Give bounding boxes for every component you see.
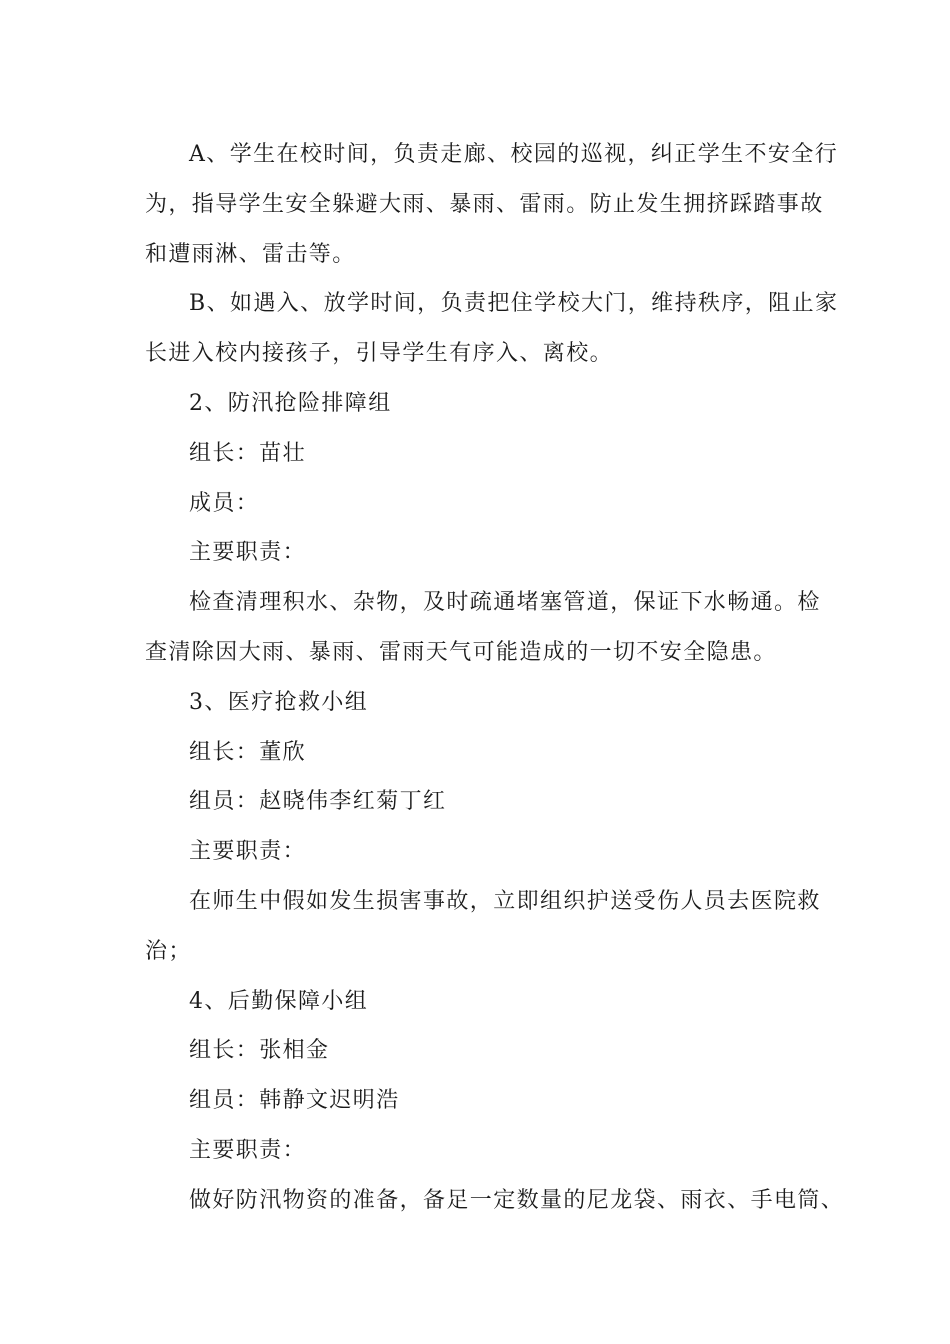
paragraph-line: 和遭雨淋、雷击等。 <box>145 241 356 267</box>
section-heading: 3、医疗抢救小组 <box>189 689 369 715</box>
duties-label: 主要职责： <box>189 1137 307 1163</box>
group-members: 组员：韩静文迟明浩 <box>189 1088 400 1114</box>
document-body <box>145 130 845 1226</box>
duties-label: 主要职责： <box>189 540 307 566</box>
section-heading: 4、后勤保障小组 <box>189 988 369 1014</box>
group-leader: 组长：苗壮 <box>189 440 307 466</box>
group-members: 成员： <box>189 490 260 516</box>
paragraph-line: 检查清理积水、杂物，及时疏通堵塞管道，保证下水畅通。检 <box>189 590 821 616</box>
group-members: 组员：赵晓伟李红菊丁红 <box>189 789 447 815</box>
paragraph-line: B、如遇入、放学时间，负责把住学校大门，维持秩序，阻止家 <box>189 291 839 317</box>
paragraph-line: 在师生中假如发生损害事故，立即组织护送受伤人员去医院救 <box>189 888 821 914</box>
duties-label: 主要职责： <box>189 839 307 865</box>
paragraph-line: 查清除因大雨、暴雨、雷雨天气可能造成的一切不安全隐患。 <box>145 639 777 665</box>
paragraph-line: 长进入校内接孩子，引导学生有序入、离校。 <box>145 341 614 367</box>
paragraph-line: A、学生在校时间，负责走廊、校园的巡视，纠正学生不安全行 <box>189 142 839 167</box>
section-heading: 2、防汛抢险排障组 <box>189 390 392 416</box>
paragraph-line: 为，指导学生安全躲避大雨、暴雨、雷雨。防止发生拥挤踩踏事故 <box>145 191 824 217</box>
group-leader: 组长：张相金 <box>189 1038 330 1064</box>
paragraph-line: 治； <box>145 938 192 964</box>
group-leader: 组长：董欣 <box>189 739 307 765</box>
paragraph-line: 做好防汛物资的准备，备足一定数量的尼龙袋、雨衣、手电筒、 <box>189 1187 845 1213</box>
